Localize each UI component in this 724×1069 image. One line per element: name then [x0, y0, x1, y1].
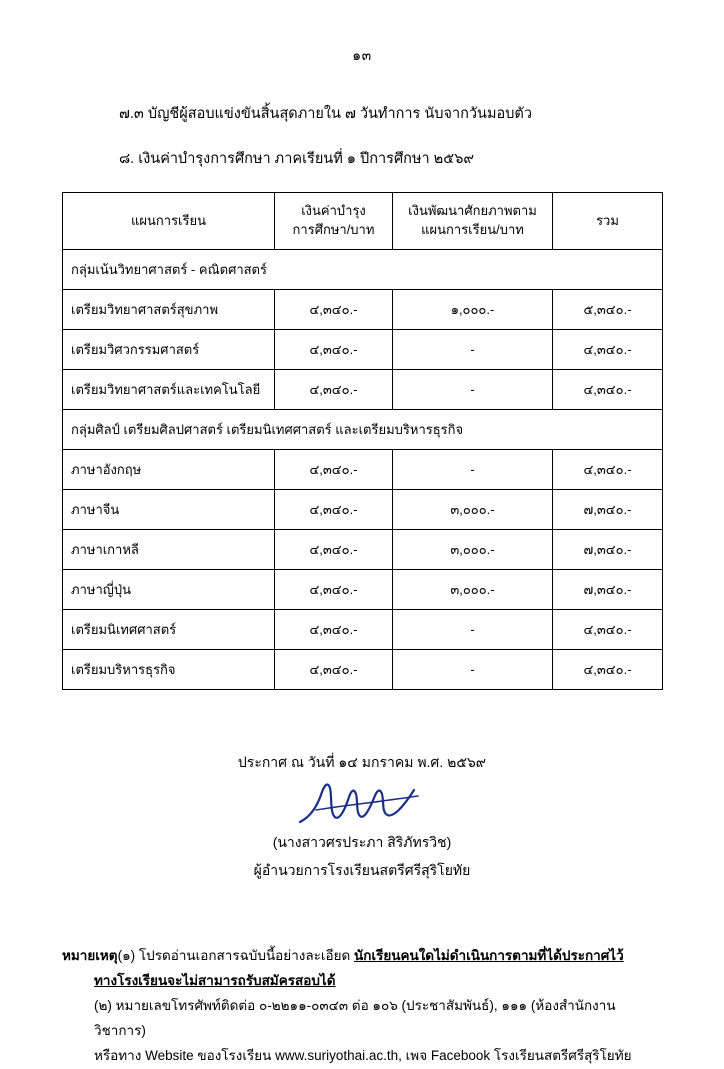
- cell-development: -: [393, 650, 553, 690]
- header-fee-line2: การศึกษา/บาท: [292, 222, 375, 237]
- cell-plan: เตรียมวิทยาศาสตร์สุขภาพ: [63, 290, 275, 330]
- cell-plan: เตรียมนิเทศศาสตร์: [63, 610, 275, 650]
- fee-table: [62, 192, 663, 690]
- cell-plan: ภาษาเกาหลี: [63, 530, 275, 570]
- notes-section: [62, 944, 662, 1069]
- signature-area: [62, 774, 662, 832]
- cell-development: -: [393, 330, 553, 370]
- signer-name: (นางสาวศรประภา สิริภัทรวิช): [272, 834, 452, 850]
- cell-total: ๔,๓๔๐.-: [553, 330, 663, 370]
- header-total-label: รวม: [596, 212, 619, 228]
- cell-fee: ๔,๓๔๐.-: [275, 450, 393, 490]
- cell-development: ๓,๐๐๐.-: [393, 570, 553, 610]
- announcement-date: ประกาศ ณ วันที่ ๑๔ มกราคม พ.ศ. ๒๕๖๙: [237, 754, 487, 770]
- cell-fee: ๔,๓๔๐.-: [275, 490, 393, 530]
- cell-plan: เตรียมบริหารธุรกิจ: [63, 650, 275, 690]
- cell-fee: ๔,๓๔๐.-: [275, 610, 393, 650]
- cell-development: ๓,๐๐๐.-: [393, 490, 553, 530]
- header-plan: [63, 193, 275, 250]
- table-row: [63, 410, 663, 450]
- signature-icon: [292, 776, 432, 832]
- cell-total: ๔,๓๔๐.-: [553, 370, 663, 410]
- table-row: [63, 250, 663, 290]
- fee-table-body: [63, 250, 663, 690]
- notes-label: หมายเหตุ: [62, 948, 118, 963]
- table-row: [63, 450, 663, 490]
- signer-title: ผู้อำนวยการโรงเรียนสตรีศรีสุริโยทัย: [253, 862, 471, 878]
- page-number: ๑๓: [352, 47, 372, 63]
- table-row: [63, 570, 663, 610]
- table-row: [63, 610, 663, 650]
- note-1-prefix: (๑) โปรดอ่านเอกสารฉบับนี้อย่างละเอียด: [117, 948, 355, 963]
- cell-fee: ๔,๓๔๐.-: [275, 330, 393, 370]
- cell-total: ๗,๓๔๐.-: [553, 490, 663, 530]
- fee-table-header: [63, 193, 663, 250]
- header-total: [553, 193, 663, 250]
- table-row: [63, 330, 663, 370]
- document-page: [0, 45, 724, 1069]
- cell-plan: ภาษาจีน: [63, 490, 275, 530]
- cell-development: -: [393, 450, 553, 490]
- cell-development: ๑,๐๐๐.-: [393, 290, 553, 330]
- cell-fee: ๔,๓๔๐.-: [275, 370, 393, 410]
- note-line-4: หรือทาง Website ของโรงเรียน www.suriyothai.ac.th, เพจ Facebook โรงเรียนสตรีศรีสุริโยทัย: [94, 1047, 632, 1063]
- table-group-label: กลุ่มเน้นวิทยาศาสตร์ - คณิตศาสตร์: [63, 250, 663, 290]
- table-row: [63, 490, 663, 530]
- cell-fee: ๔,๓๔๐.-: [275, 530, 393, 570]
- cell-plan: เตรียมวิทยาศาสตร์และเทคโนโลยี: [63, 370, 275, 410]
- section-8-heading: ๘. เงินค่าบำรุงการศึกษา ภาคเรียนที่ ๑ ปีการศึกษา ๒๕๖๙: [119, 151, 475, 167]
- cell-development: ๓,๐๐๐.-: [393, 530, 553, 570]
- note-1-emphasis-line1: นักเรียนคนใดไม่ดำเนินการตามที่ได้ประกาศไว้: [354, 948, 624, 963]
- cell-total: ๗,๓๔๐.-: [553, 530, 663, 570]
- table-row: [63, 530, 663, 570]
- cell-total: ๔,๓๔๐.-: [553, 610, 663, 650]
- cell-fee: ๔,๓๔๐.-: [275, 650, 393, 690]
- table-row: [63, 290, 663, 330]
- cell-plan: เตรียมวิศวกรรมศาสตร์: [63, 330, 275, 370]
- note-1-emphasis-line2: ทางโรงเรียนจะไม่สามารถรับสมัครสอบได้: [94, 972, 336, 988]
- cell-plan: ภาษาอังกฤษ: [63, 450, 275, 490]
- note-line-3: (๒) หมายเลขโทรศัพท์ติดต่อ ๐-๒๒๑๑-๐๓๔๓ ต่อ ๑๐๖ (ประชาสัมพันธ์), ๑๑๑ (ห้องสำนักงานวิชาการ): [94, 997, 616, 1038]
- table-group-label: กลุ่มศิลป์ เตรียมศิลปศาสตร์ เตรียมนิเทศศาสตร์ และเตรียมบริหารธุรกิจ: [63, 410, 663, 450]
- cell-total: ๕,๓๔๐.-: [553, 290, 663, 330]
- table-header-row: [63, 193, 663, 250]
- note-line-1: [62, 944, 662, 969]
- cell-total: ๔,๓๔๐.-: [553, 450, 663, 490]
- header-plan-label: แผนการเรียน: [131, 212, 206, 228]
- cell-plan: ภาษาญี่ปุ่น: [63, 570, 275, 610]
- header-development-line1: เงินพัฒนาศักยภาพตาม: [408, 203, 537, 219]
- header-fee-line1: เงินค่าบำรุง: [301, 203, 366, 219]
- cell-fee: ๔,๓๔๐.-: [275, 570, 393, 610]
- header-development-line2: แผนการเรียน/บาท: [421, 222, 524, 237]
- cell-fee: ๔,๓๔๐.-: [275, 290, 393, 330]
- cell-development: -: [393, 370, 553, 410]
- header-fee: [275, 193, 393, 250]
- cell-total: ๔,๓๔๐.-: [553, 650, 663, 690]
- note-line-2: [94, 969, 662, 994]
- cell-development: -: [393, 610, 553, 650]
- table-row: [63, 370, 663, 410]
- section-7-3-text: ๗.๓ บัญชีผู้สอบแข่งขันสิ้นสุดภายใน ๗ วันทำการ นับจากวันมอบตัว: [119, 106, 532, 122]
- cell-total: ๗,๓๔๐.-: [553, 570, 663, 610]
- table-row: [63, 650, 663, 690]
- header-development: [393, 193, 553, 250]
